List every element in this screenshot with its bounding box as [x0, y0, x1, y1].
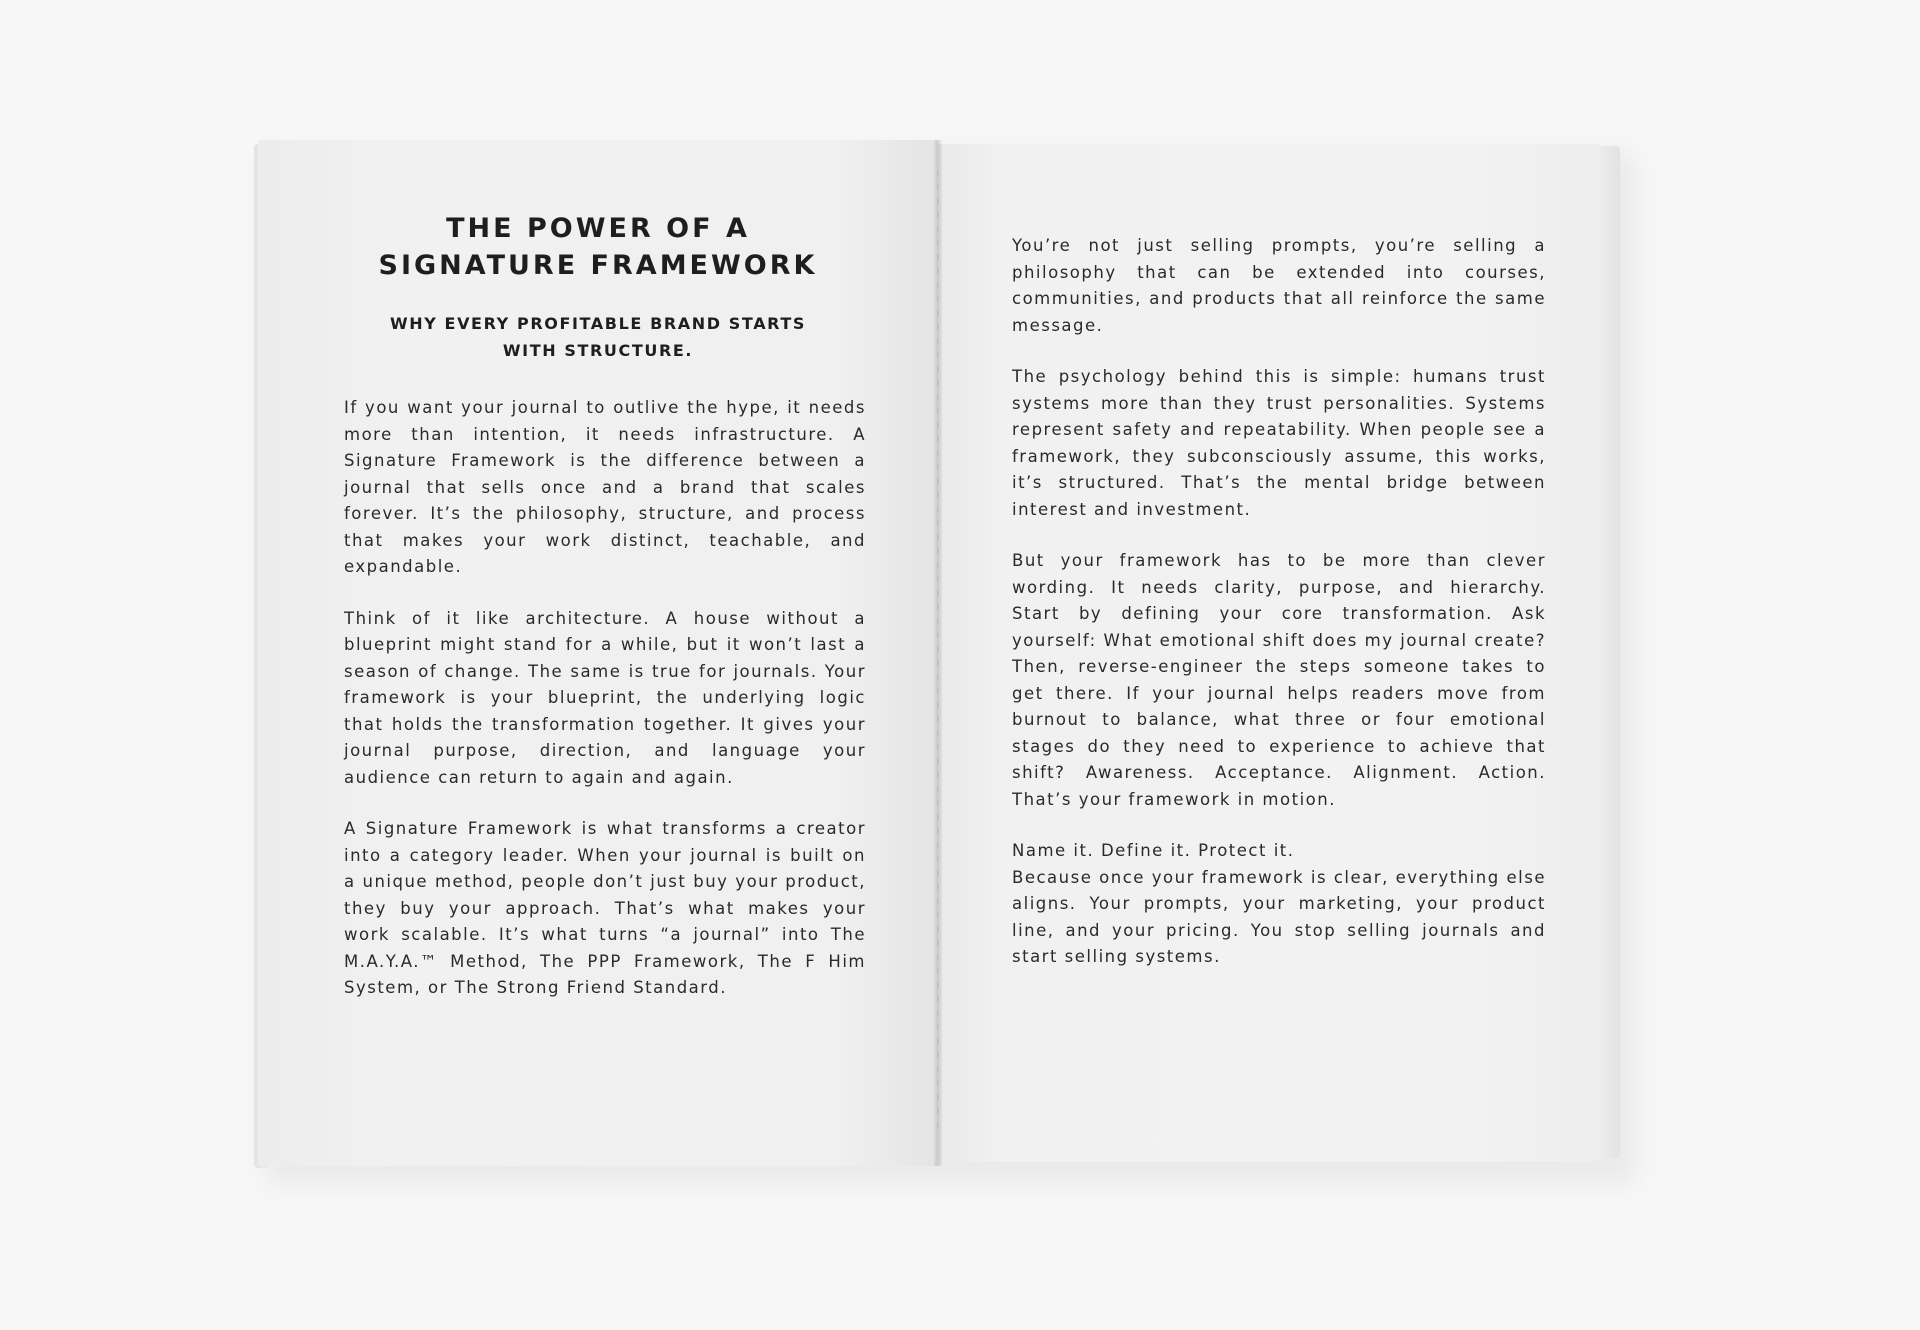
closing-paragraph: Because once your framework is clear, everything else aligns. Your prompts, your marketing, your product line, and your pricing. You stop selling journals and start selling systems. — [1012, 867, 1546, 966]
paragraph: If you want your journal to outlive the hype, it needs more than intention, it needs infrastructure. A Signature Framework is the difference between a journal that sells once and a brand that scales forever. It’s the philosophy, structure, and process that makes your work distinct, teachable, and expandable. — [344, 398, 866, 576]
paragraph: But your framework has to be more than clever wording. It needs clarity, purpose, and hierarchy. Start by defining your core transformation. Ask yourself: What emotional shift does my journal create? Then, reverse-engineer the steps someone takes to get there. If your journal helps readers move from burnout to balance, what three or four emotional stages do they need to experience to achieve that shift? Awareness. Acceptance. Alignment. Action. That’s your framework in motion. — [1012, 551, 1546, 809]
open-book — [258, 140, 1632, 1172]
paragraph: The psychology behind this is simple: humans trust systems more than they trust personalities. Systems represent safety and repeatability. When people see a framework, they subconsciously assume, this works, it’s structured. That’s the mental bridge between interest and investment. — [1012, 367, 1546, 519]
title-line-1: THE POWER OF A — [446, 213, 750, 244]
title-line-2: SIGNATURE FRAMEWORK — [378, 250, 818, 281]
subtitle-line-1: WHY EVERY PROFITABLE BRAND STARTS — [389, 314, 807, 333]
page-subtitle — [338, 310, 858, 364]
left-body-text — [344, 395, 866, 1027]
right-page — [938, 144, 1600, 1162]
closing-line: Name it. Define it. Protect it. — [1012, 841, 1295, 860]
subtitle-line-2: WITH STRUCTURE. — [502, 341, 694, 360]
right-body-text — [1012, 233, 1546, 996]
left-page — [258, 140, 938, 1166]
paragraph: You’re not just selling prompts, you’re selling a philosophy that can be extended into courses, communities, and products that all reinforce the same message. — [1012, 236, 1546, 335]
page-title — [318, 210, 878, 284]
paragraph: Think of it like architecture. A house without a blueprint might stand for a while, but it won’t last a season of change. The same is true for journals. Your framework is your blueprint, the underlying logic that holds the transformation together. It gives your journal purpose, direction, and language your audience can return to again and again. — [344, 608, 866, 787]
paragraph: A Signature Framework is what transforms a creator into a category leader. When your journal is built on a unique method, people don’t just buy your product, they buy your approach. That’s what makes your work scalable. It’s what turns “a journal” into The M.A.Y.A.™ Method, The PPP Framework, The F Him System, or The Strong Friend Standard. — [344, 819, 866, 997]
spine-stitching — [937, 170, 939, 1130]
